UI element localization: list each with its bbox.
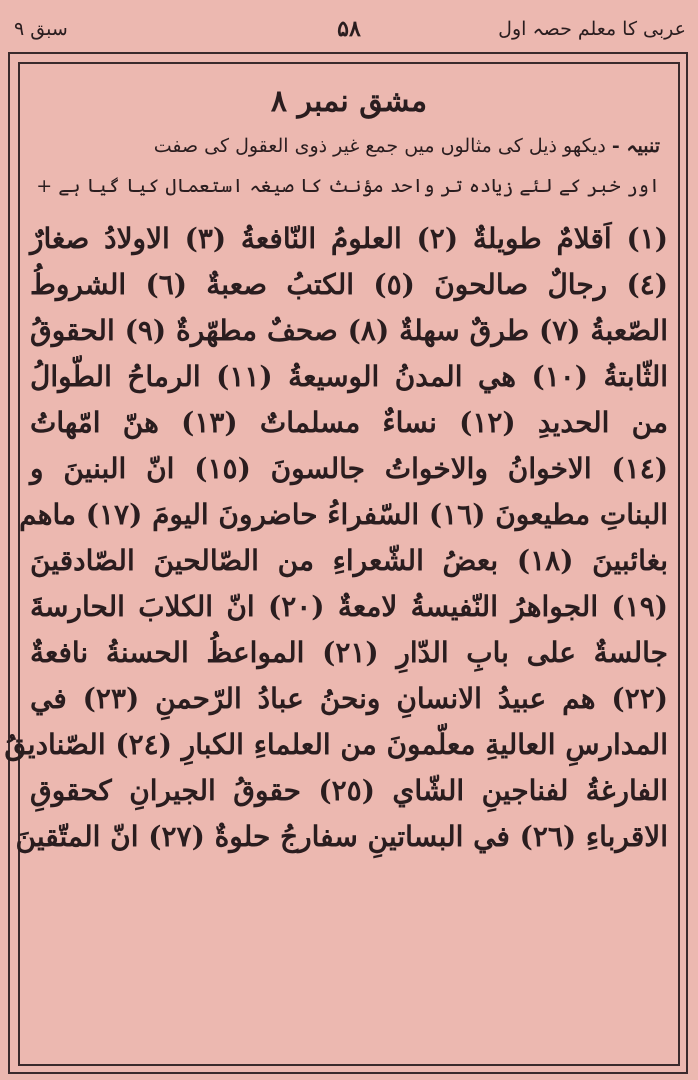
- text-line-7: البناتِ مطيعونَ (١٦) السّفراءُ حاضرونَ اليومَ (١٧) ماهم: [19, 498, 668, 531]
- text-line-6: (١٤) الاخوانُ والاخواتُ جالسونَ (١٥) انّ البنينَ و: [30, 452, 668, 485]
- note-line-2: اور خبر کے لئے زیادہ تر واحد مؤنث کا صیغہ استعمال کیا گیا ہے +: [36, 175, 660, 197]
- text-line-9: (١٩) الجواهرُ النّفيسةُ لامعةٌ (٢٠) انّ الكلابَ الحارسةَ: [30, 590, 668, 623]
- text-line-12: المدارسِ العاليةِ معلّمونَ من العلماءِ الكبارِ (٢٤) الصّناديقُ: [4, 728, 668, 761]
- text-line-8: بغائبينَ (١٨) بعضُ الشّعراءِ من الصّالحينَ الصّادقينَ: [30, 544, 668, 577]
- text-line-14: الاقرباءِ (٢٦) في البساتينِ سفارجُ حلوةٌ (٢٧) انّ المتّقينَ: [15, 820, 668, 853]
- note-lead: تنبیہ -: [611, 135, 660, 157]
- text-line-2: (٤) رجالٌ صالحونَ (٥) الكتبُ صعبةٌ (٦) الشروطُ: [30, 268, 668, 301]
- text-line-5: من الحديدِ (١٢) نساءٌ مسلماتٌ (١٣) هنّ امّهاتُ: [30, 406, 668, 439]
- note-text-1: دیکھو ذیل کی مثالوں میں جمع غیر ذوی العقول کی صفت: [153, 135, 606, 157]
- exercise-title: مشق نمبر ۸: [270, 84, 428, 119]
- text-line-1: (١) اَقلامٌ طويلةٌ (٢) العلومُ النّافعةُ (٣) الاولادُ صغارٌ: [30, 222, 668, 255]
- text-line-4: الثّابتةُ (١٠) هي المدنُ الوسيعةُ (١١) الرماحُ الطّوالُ: [30, 360, 669, 393]
- exercise-lines: [4, 216, 674, 860]
- lesson-label: سبق ۹: [14, 18, 68, 40]
- exercise-content: [4, 72, 674, 1062]
- text-line-13: الفارغةُ لفناجينِ الشّاي (٢٥) حقوقُ الجيرانِ كحقوقِ: [30, 774, 668, 807]
- text-line-10: جالسةٌ على بابِ الدّارِ (٢١) المواعظُ الحسنةُ نافعةٌ: [30, 636, 668, 669]
- text-line-3: الصّعبةُ (٧) طرقٌ سهلةٌ (٨) صحفٌ مطهّرةٌ (٩) الحقوقُ: [30, 314, 668, 347]
- note-line-1: [38, 126, 660, 166]
- book-title: عربی کا معلم حصہ اول: [498, 18, 686, 40]
- exercise-note: [24, 126, 674, 212]
- text-line-11: (٢٢) هم عبيدُ الانسانِ ونحنُ عبادُ الرّحمنِ (٢٣) في: [30, 682, 669, 715]
- page-header: [0, 14, 698, 48]
- page-number: ۵۸: [337, 16, 361, 42]
